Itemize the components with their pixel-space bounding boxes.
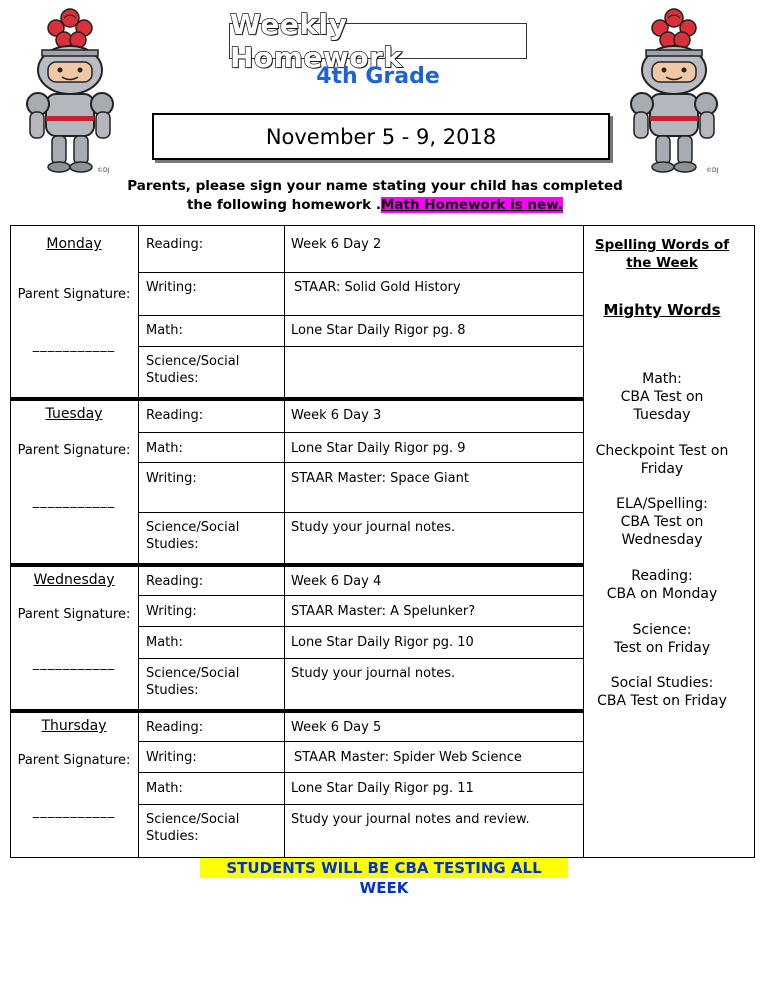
signature-line[interactable]: ___________ [32,494,116,509]
signature-line[interactable]: ___________ [32,804,116,819]
task-text: STAAR Master: A Spelunker? [291,604,476,619]
knight-credit-left: ©DJ [97,167,110,174]
task-text: Lone Star Daily Rigor pg. 9 [291,441,466,456]
ela-heading: ELA/Spelling: [616,496,708,512]
task-text: Study your journal notes. [291,666,456,681]
task-text: Study your journal notes. [291,520,456,535]
subject-label: Science/Social Studies: [146,666,240,698]
notice-line-2: the following homework . [186,197,381,213]
notice-line-1: Parents, please sign your name stating your child has completed [127,178,623,194]
math-checkpoint-text: Checkpoint Test on Friday [595,443,729,477]
subject-label: Math: [146,635,183,650]
task-text: Lone Star Daily Rigor pg. 11 [291,781,474,796]
parent-signature-label: Parent Signature: [17,607,131,622]
mighty-words-heading: Mighty Words [603,301,721,319]
subject-label: Writing: [146,750,197,765]
reading-heading: Reading: [631,568,693,584]
ela-text: CBA Test on Wednesday [620,514,704,548]
social-studies-text: CBA Test on Friday [597,693,727,709]
task-text: Week 6 Day 2 [291,237,382,252]
task-text: STAAR: Solid Gold History [294,280,461,295]
math-heading: Math: [642,371,682,387]
plume-icon [48,9,92,48]
knight-credit-right: ©DJ [706,167,719,174]
subject-label: Writing: [146,471,197,486]
subject-label: Reading: [146,720,204,735]
task-text: Week 6 Day 3 [291,408,382,423]
subject-label: Writing: [146,604,197,619]
task-text: Lone Star Daily Rigor pg. 8 [291,323,466,338]
day-wednesday: Wednesday [33,572,115,588]
subject-label: Reading: [146,574,204,589]
task-text: Lone Star Daily Rigor pg. 10 [291,635,474,650]
subject-label: Math: [146,441,183,456]
subject-label: Science/Social Studies: [146,520,240,552]
knight-mascot-left-image [16,4,124,176]
day-tuesday: Tuesday [45,406,103,422]
subject-label: Science/Social Studies: [146,354,240,386]
subject-label: Science/Social Studies: [146,812,240,844]
signature-line[interactable]: ___________ [32,338,116,353]
page-title-box [229,8,527,74]
plume-icon [652,9,696,48]
parent-notice [120,177,630,215]
task-text: Week 6 Day 4 [291,574,382,589]
subject-label: Reading: [146,408,204,423]
parent-signature-label: Parent Signature: [17,753,131,768]
knight-mascot-right-image [620,4,728,176]
task-text: STAAR Master: Spider Web Science [294,750,522,765]
task-text: Week 6 Day 5 [291,720,382,735]
notice-highlight: Math Homework is new. [380,197,564,213]
subject-label: Math: [146,323,183,338]
spelling-heading: Spelling Words of the Week [594,237,730,271]
day-monday: Monday [46,236,102,252]
day-thursday: Thursday [41,718,107,734]
reading-text: CBA on Monday [606,586,718,602]
social-studies-heading: Social Studies: [610,675,714,691]
math-test-text: CBA Test on Tuesday [620,389,704,423]
parent-signature-label: Parent Signature: [17,287,131,302]
science-heading: Science: [632,622,692,638]
parent-signature-label: Parent Signature: [17,443,131,458]
grade-label: 4th Grade [316,64,440,89]
date-range: November 5 - 9, 2018 [152,113,610,160]
science-text: Test on Friday [613,640,711,656]
subject-label: Math: [146,781,183,796]
subject-label: Writing: [146,280,197,295]
task-text: STAAR Master: Space Giant [291,471,469,486]
subject-label: Reading: [146,237,204,252]
cba-testing-banner: STUDENTS WILL BE CBA TESTING ALL WEEK [200,858,568,878]
page-title: Weekly Homework [230,8,403,74]
signature-line[interactable]: ___________ [32,656,116,671]
task-text: Study your journal notes and review. [291,812,530,827]
